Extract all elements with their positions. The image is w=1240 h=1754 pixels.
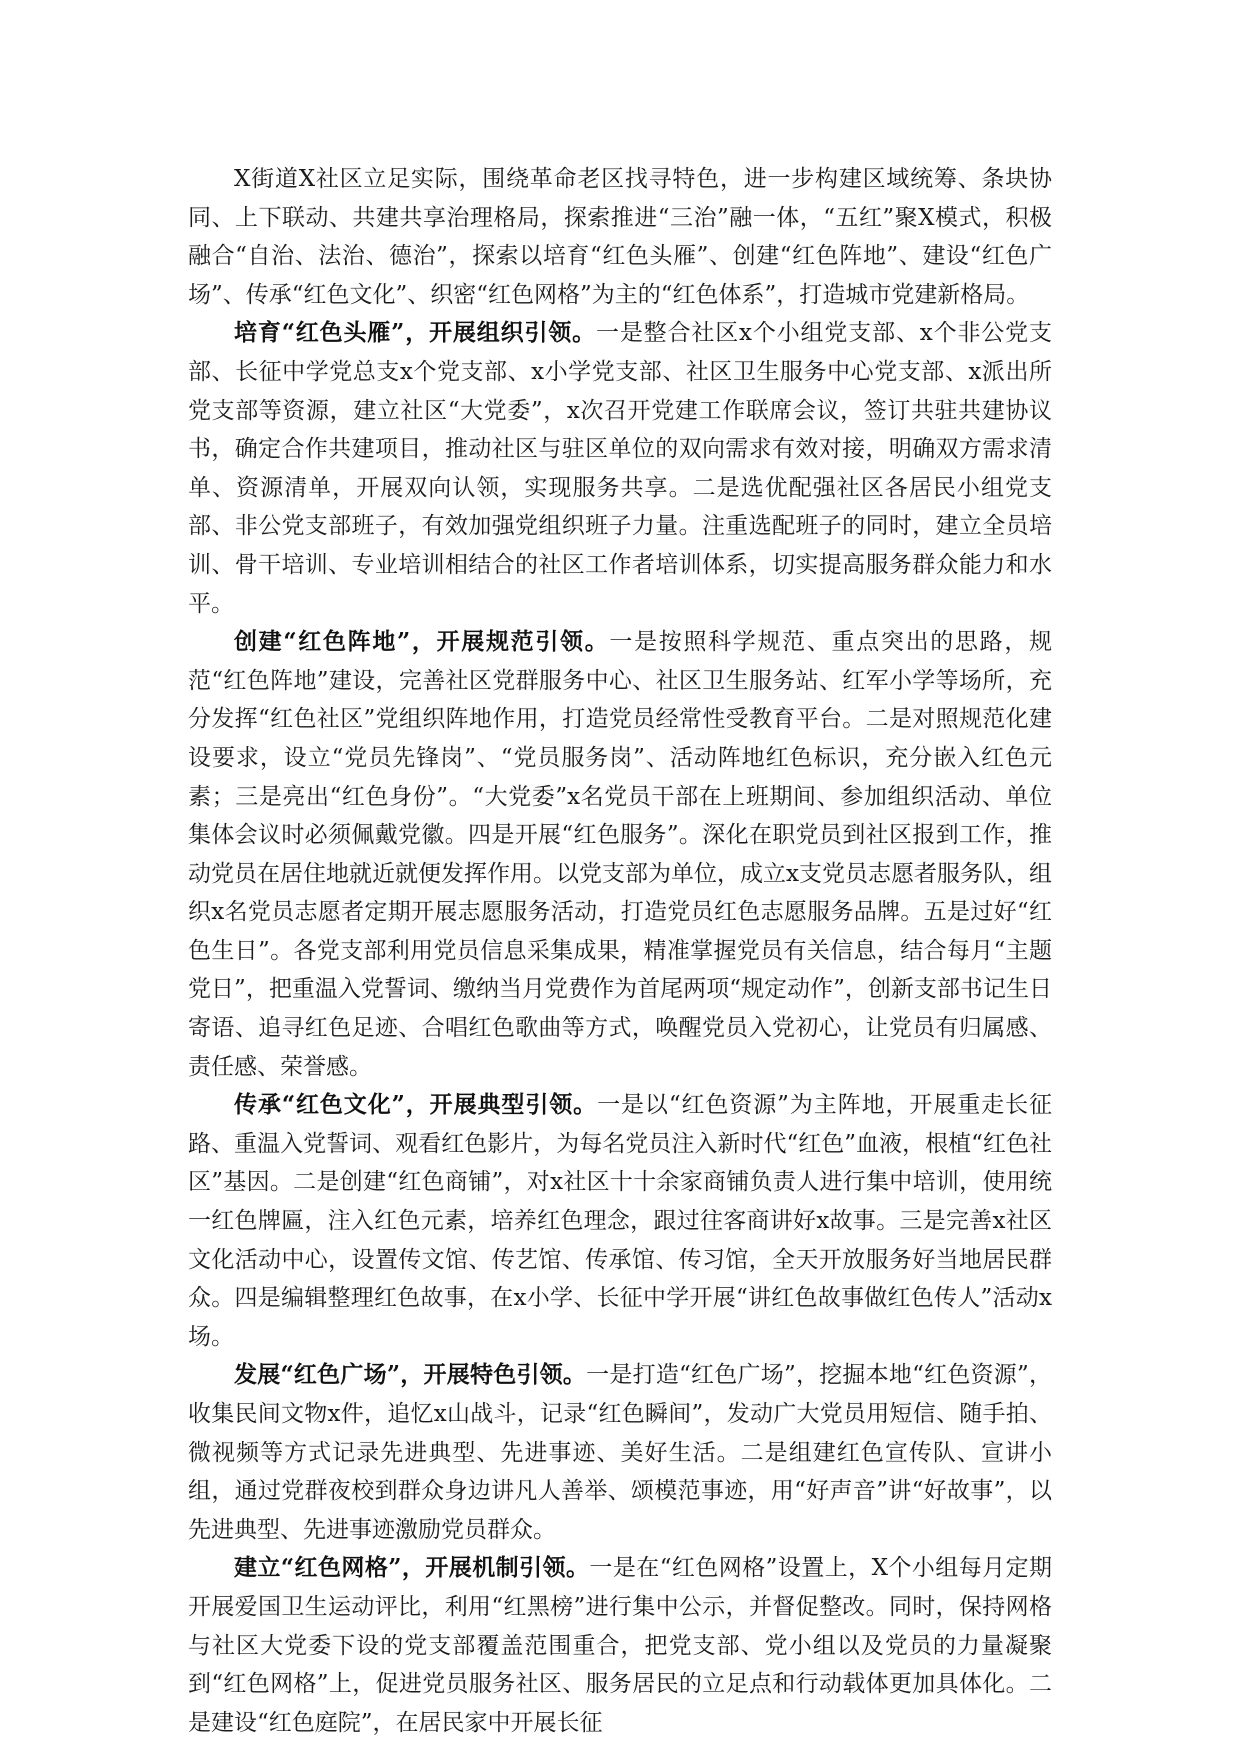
document-body bbox=[188, 160, 1052, 1742]
paragraph-heading: 培育“红色头雁”，开展组织引领。 bbox=[234, 319, 596, 347]
paragraph-intro bbox=[188, 160, 1052, 314]
paragraph-text: 一是按照科学规范、重点突出的思路，规范“红色阵地”建设，完善社区党群服务中心、社区卫生服务站、红军小学等场所，充分发挥“红色社区”党组织阵地作用，打造党员经常性受教育平台。二是对照规范化建设要求，设立“党员先锋岗”、“党员服务岗”、活动阵地红色标识，充分嵌入红色元素；三是亮出“红色身份”。“大党委”x名党员干部在上班期间、参加组织活动、单位集体会议时必须佩戴党徽。四是开展“红色服务”。深化在职党员到社区报到工作，推动党员在居住地就近就便发挥作用。以党支部为单位，成立x支党员志愿者服务队，组织x名党员志愿者定期开展志愿服务活动，打造党员红色志愿服务品牌。五是过好“红色生日”。各党支部利用党员信息采集成果，精准掌握党员有关信息，结合每月“主题党日”，把重温入党誓词、缴纳当月党费作为首尾两项“规定动作”，创新支部书记生日寄语、追寻红色足迹、合唱红色歌曲等方式，唤醒党员入党初心，让党员有归属感、责任感、荣誉感。 bbox=[188, 629, 1052, 1080]
paragraph-red-leaders bbox=[188, 314, 1052, 623]
paragraph-heading: 建立“红色网格”，开展机制引领。 bbox=[234, 1554, 590, 1582]
paragraph-text: 一是以“红色资源”为主阵地，开展重走长征路、重温入党誓词、观看红色影片，为每名党员注入新时代“红色”血液，根植“红色社区”基因。二是创建“红色商铺”，对x社区十十余家商铺负责人进行集中培训，使用统一红色牌匾，注入红色元素，培养红色理念，跟过往客商讲好x故事。三是完善x社区文化活动中心，设置传文馆、传艺馆、传承馆、传习馆，全天开放服务好当地居民群众。四是编辑整理红色故事，在x小学、长征中学开展“讲红色故事做红色传人”活动x场。 bbox=[188, 1092, 1052, 1350]
paragraph-heading: 创建“红色阵地”，开展规范引领。 bbox=[234, 628, 610, 656]
paragraph-text: 一是整合社区x个小组党支部、x个非公党支部、长征中学党总支x个党支部、x小学党支部、社区卫生服务中心党支部、x派出所党支部等资源，建立社区“大党委”，x次召开党建工作联席会议，签订共驻共建协议书，确定合作共建项目，推动社区与驻区单位的双向需求有效对接，明确双方需求清单、资源清单，开展双向认领，实现服务共享。二是选优配强社区各居民小组党支部、非公党支部班子，有效加强党组织班子力量。注重选配班子的同时，建立全员培训、骨干培训、专业培训相结合的社区工作者培训体系，切实提高服务群众能力和水平。 bbox=[188, 320, 1052, 617]
paragraph-red-base bbox=[188, 623, 1052, 1086]
paragraph-text: 一是在“红色网格”设置上，X个小组每月定期开展爱国卫生运动评比，利用“红黑榜”进行集中公示，并督促整改。同时，保持网格与社区大党委下设的党支部覆盖范围重合，把党支部、党小组以及党员的力量凝聚到“红色网格”上，促进党员服务社区、服务居民的立足点和行动载体更加具体化。二是建设“红色庭院”，在居民家中开展长征 bbox=[188, 1555, 1053, 1736]
paragraph-text: 一是打造“红色广场”，挖掘本地“红色资源”，收集民间文物x件，追忆x山战斗，记录“红色瞬间”，发动广大党员用短信、随手拍、微视频等方式记录先进典型、先进事迹、美好生活。二是组建红色宣传队、宣讲小组，通过党群夜校到群众身边讲凡人善举、颂模范事迹，用“好声音”讲“好故事”，以先进典型、先进事迹激励党员群众。 bbox=[188, 1362, 1052, 1543]
paragraph-red-grid bbox=[188, 1549, 1052, 1742]
paragraph-red-square bbox=[188, 1356, 1052, 1549]
paragraph-text: X街道X社区立足实际，围绕革命老区找寻特色，进一步构建区域统筹、条块协同、上下联动、共建共享治理格局，探索推进“三治”融一体，“五红”聚X模式，积极融合“自治、法治、德治”，探索以培育“红色头雁”、创建“红色阵地”、建设“红色广场”、传承“红色文化”、织密“红色网格”为主的“红色体系”，打造城市党建新格局。 bbox=[188, 166, 1052, 308]
paragraph-red-culture bbox=[188, 1086, 1052, 1356]
paragraph-heading: 发展“红色广场”，开展特色引领。 bbox=[234, 1361, 587, 1389]
paragraph-heading: 传承“红色文化”，开展典型引领。 bbox=[234, 1091, 598, 1119]
